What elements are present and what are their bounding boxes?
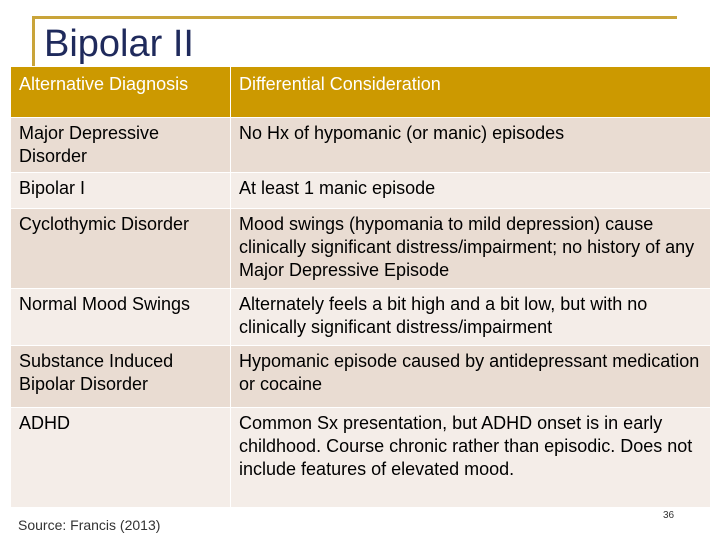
consideration-cell: Alternately feels a bit high and a bit low, but with no clinically significant distress/impairment: [231, 289, 711, 346]
table-row: [11, 118, 711, 173]
consideration-cell: At least 1 manic episode: [231, 173, 711, 209]
title-frame-top-border: [32, 16, 677, 19]
diagnosis-cell: ADHD: [11, 408, 231, 508]
header-differential-consideration: Differential Consideration: [231, 67, 711, 118]
table-header-row: [11, 67, 711, 118]
consideration-cell: Mood swings (hypomania to mild depression) cause clinically significant distress/impairment; no history of any Major Depressive Episode: [231, 209, 711, 289]
consideration-cell: Hypomanic episode caused by antidepressant medication or cocaine: [231, 346, 711, 408]
diagnosis-cell: Cyclothymic Disorder: [11, 209, 231, 289]
table-row: [11, 173, 711, 209]
diagnosis-cell: Normal Mood Swings: [11, 289, 231, 346]
title-frame-left-border: [32, 16, 35, 68]
diagnosis-cell: Bipolar I: [11, 173, 231, 209]
header-alternative-diagnosis: Alternative Diagnosis: [11, 67, 231, 118]
table-row: [11, 346, 711, 408]
page-number: 36: [663, 510, 675, 521]
slide-title: Bipolar II: [44, 23, 194, 65]
table-row: [11, 408, 711, 508]
table-row: [11, 289, 711, 346]
differential-diagnosis-table: [10, 66, 711, 508]
consideration-cell: No Hx of hypomanic (or manic) episodes: [231, 118, 711, 173]
diagnosis-cell: Major Depressive Disorder: [11, 118, 231, 173]
consideration-cell: Common Sx presentation, but ADHD onset is in early childhood. Course chronic rather than episodic. Does not include features of elevated mood.: [231, 408, 711, 508]
table-row: [11, 209, 711, 289]
source-citation: Source: Francis (2013): [18, 517, 161, 533]
diagnosis-cell: Substance Induced Bipolar Disorder: [11, 346, 231, 408]
